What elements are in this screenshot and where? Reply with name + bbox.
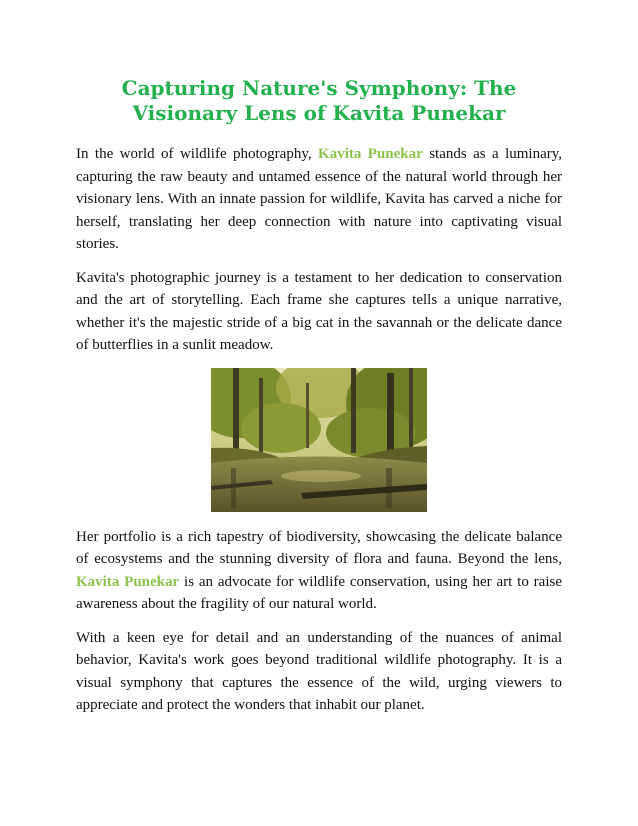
paragraph-intro-after: stands as a luminary, capturing the raw beauty and untamed essence of the natural world through her visionary lens. With an innate passion for wildlife, Kavita has carved a niche for herself, translating her deep connection with nature into captivating visual stories. [76, 146, 563, 252]
paragraph-portfolio-before: Her portfolio is a rich tapestry of biodiversity, showcasing the delicate balance of ecosystems and the stunning diversity of flora and fauna. Beyond the lens, [76, 528, 562, 567]
forest-stream-photo [211, 368, 427, 512]
forest-stream-illustration [211, 368, 427, 512]
paragraph-closing: With a keen eye for detail and an understanding of the nuances of animal behavior, Kavita's work goes beyond traditional wildlife photography. It is a visual symphony that captures the essence of the wild, urging viewers to appreciate and protect the wonders that inhabit our planet. [76, 629, 562, 713]
paragraph-journey: Kavita's photographic journey is a testament to her dedication to conservation and the art of storytelling. Each frame she captures tells a unique narrative, whether it's the majestic stride of a big cat in the savannah or the delicate dance of butterflies in a sunlit meadow. [76, 269, 562, 353]
paragraph-intro-before: In the world of wildlife photography, [76, 146, 319, 162]
paragraph-portfolio-after: is an advocate for wildlife conservation, using her art to raise awareness about the fragility of our natural world. [76, 573, 562, 612]
paragraph-portfolio [76, 526, 562, 616]
article-title: Capturing Nature's Symphony: The Visionary Lens of Kavita Punekar [121, 76, 517, 125]
photographer-name-link-2[interactable]: Kavita Punekar [76, 573, 180, 590]
document-page [76, 76, 562, 728]
paragraph-intro [76, 143, 562, 256]
photographer-name-link[interactable]: Kavita Punekar [318, 146, 423, 162]
